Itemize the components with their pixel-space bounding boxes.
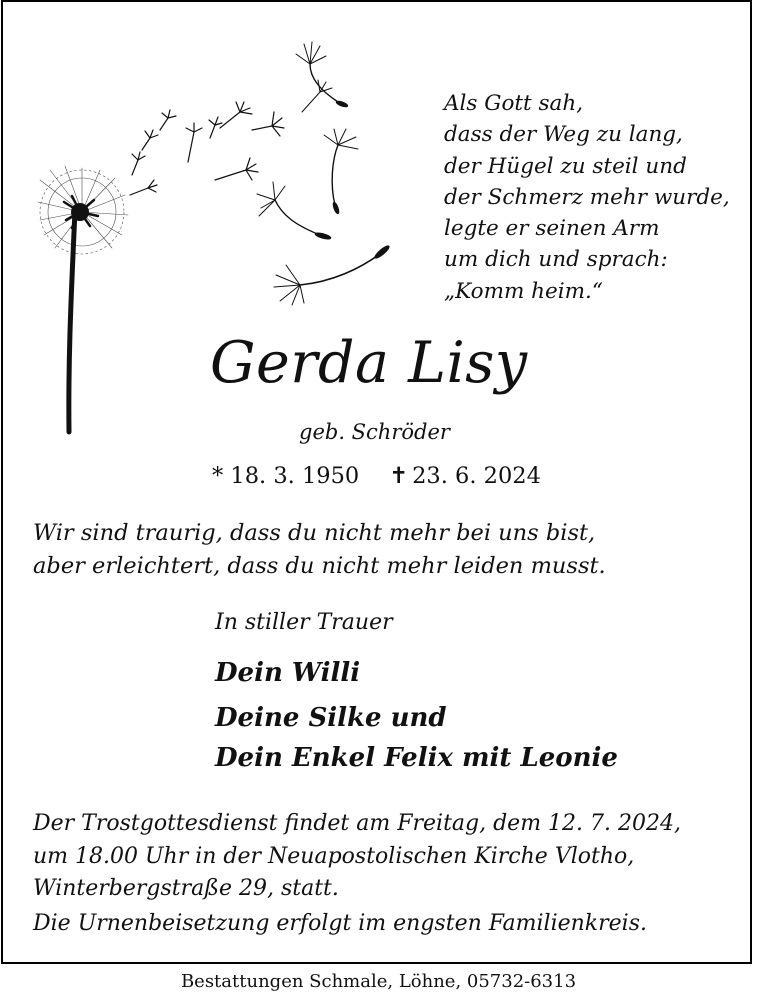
service-line: um 18.00 Uhr in der Neuapostolischen Kirche Vlotho, — [33, 843, 635, 869]
service-line: Winterbergstraße 29, statt. — [33, 876, 339, 901]
birth-name: geb. Schröder — [299, 420, 450, 444]
poem-line: dass der Weg zu lang, — [444, 122, 683, 148]
life-dates — [212, 463, 541, 489]
mourner-name: Dein Willi — [215, 658, 361, 688]
lament-line: Wir sind traurig, dass du nicht mehr bei uns bist, — [33, 520, 596, 546]
deceased-name: Gerda Lisy — [210, 330, 528, 396]
poem-line: Als Gott sah, — [444, 91, 584, 116]
mourner-name: Deine Silke und — [215, 703, 447, 733]
poem-line: der Schmerz mehr wurde, — [444, 184, 730, 210]
poem-line: legte er seinen Arm — [444, 216, 660, 242]
poem-line: der Hügel zu steil und — [444, 153, 687, 179]
service-info — [33, 808, 681, 906]
poem-line: „Komm heim.“ — [444, 278, 603, 304]
service-line: Der Trostgottesdienst findet am Freitag, dem 12. 7. 2024, — [33, 811, 682, 836]
undertaker-footer: Bestattungen Schmale, Löhne, 05732-6313 — [180, 971, 577, 992]
death-date: 23. 6. 2024 — [412, 463, 541, 489]
poem-line: um dich und sprach: — [444, 247, 668, 273]
poem — [444, 88, 730, 307]
lament-line: aber erleichtert, dass du nicht mehr leiden musst. — [33, 553, 606, 579]
urn-burial-note: Die Urnenbeisetzung erfolgt im engsten Familienkreis. — [33, 911, 647, 936]
mourner-name: Dein Enkel Felix mit Leonie — [215, 743, 618, 773]
cross-icon: ✝ — [389, 463, 409, 489]
lament-text — [33, 517, 606, 583]
mourning-intro: In stiller Trauer — [215, 610, 393, 635]
birth-date: * 18. 3. 1950 — [212, 463, 360, 489]
